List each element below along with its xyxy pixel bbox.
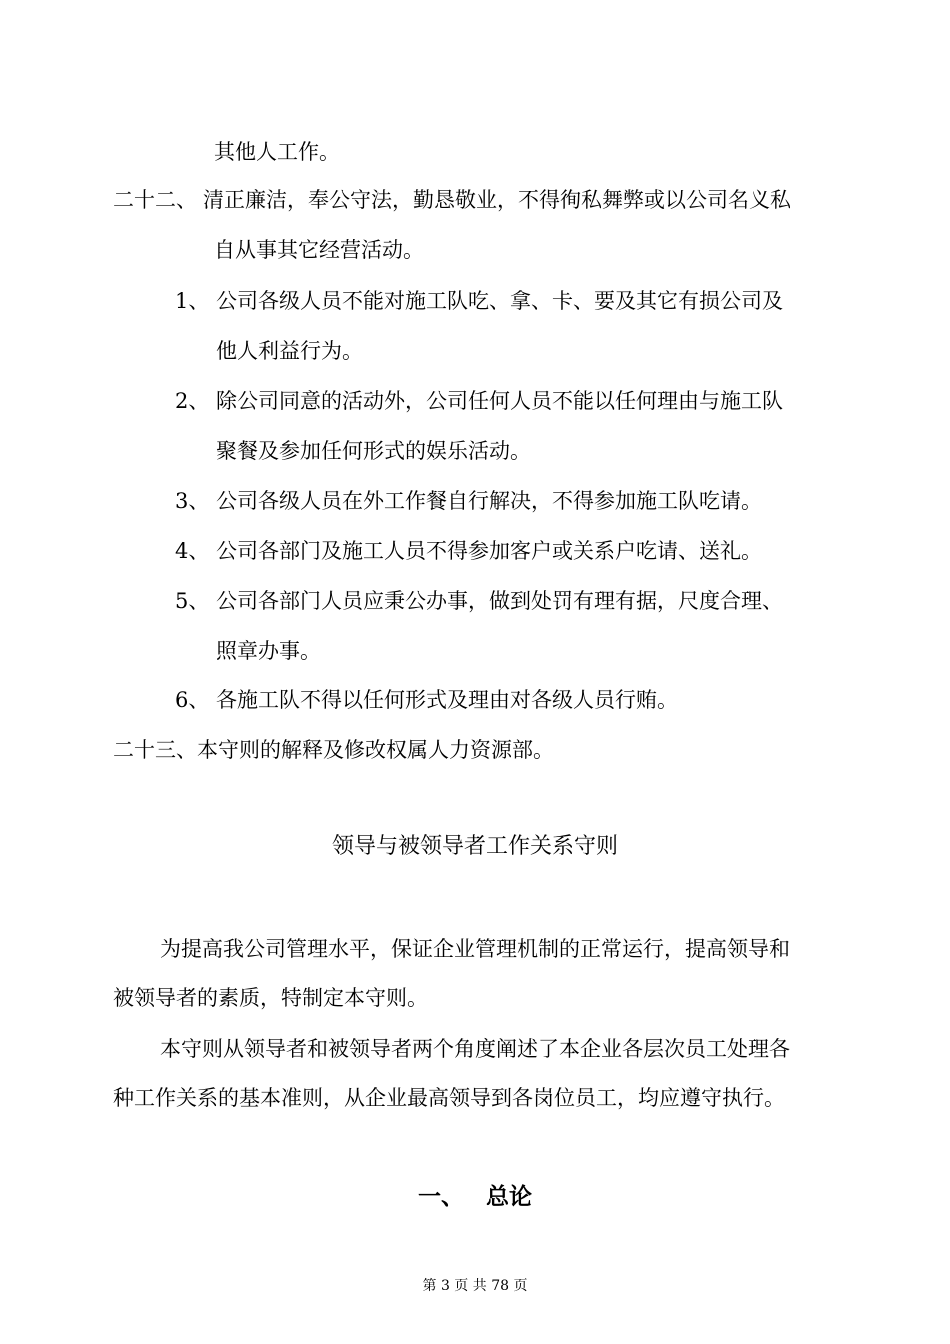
article-22-text-line1: 清正廉洁，奉公守法，勤恳敬业，不得徇私舞弊或以公司名义私 <box>203 188 791 212</box>
document-title: 领导与被领导者工作关系守则 <box>331 834 618 859</box>
list-item-text: 公司各部门及施工人员不得参加客户或关系户吃请、送礼。 <box>216 539 762 563</box>
list-item-number: 3、 <box>175 489 210 513</box>
list-item-text: 除公司同意的活动外，公司任何人员不能以任何理由与施工队 <box>216 389 783 413</box>
intro-paragraph-line: 被领导者的素质，特制定本守则。 <box>113 986 428 1010</box>
article-22-text-line2: 自从事其它经营活动。 <box>214 238 424 262</box>
paragraph-continuation: 其他人工作。 <box>214 140 340 164</box>
intro-paragraph-line: 种工作关系的基本准则，从企业最高领导到各岗位员工，均应遵守执行。 <box>113 1086 785 1110</box>
intro-paragraph-line: 为提高我公司管理水平，保证企业管理机制的正常运行，提高领导和 <box>160 937 790 961</box>
list-item-text: 他人利益行为。 <box>216 339 363 363</box>
list-item-number: 2、 <box>175 389 210 413</box>
list-item-text: 公司各级人员不能对施工队吃、拿、卡、要及其它有损公司及 <box>216 289 783 313</box>
list-item-number: 1、 <box>175 289 210 313</box>
list-item-text: 各施工队不得以任何形式及理由对各级人员行贿。 <box>216 688 678 712</box>
list-item-text: 聚餐及参加任何形式的娱乐活动。 <box>216 439 531 463</box>
list-item-number: 5、 <box>175 589 210 613</box>
list-item-text: 照章办事。 <box>216 639 321 663</box>
list-item-text: 公司各级人员在外工作餐自行解决，不得参加施工队吃请。 <box>216 489 762 513</box>
article-23: 二十三、本守则的解释及修改权属人力资源部。 <box>113 738 554 762</box>
section-title: 总论 <box>486 1184 532 1210</box>
list-item-number: 6、 <box>175 688 210 712</box>
list-item-number: 4、 <box>175 539 210 563</box>
list-item-text: 公司各部门人员应秉公办事，做到处罚有理有据，尺度合理、 <box>216 589 783 613</box>
intro-paragraph-line: 本守则从领导者和被领导者两个角度阐述了本企业各层次员工处理各 <box>160 1037 790 1061</box>
page-footer: 第 3 页 共 78 页 <box>422 1278 528 1294</box>
section-number: 一、 <box>418 1184 464 1210</box>
article-22-label: 二十二、 <box>113 188 197 212</box>
